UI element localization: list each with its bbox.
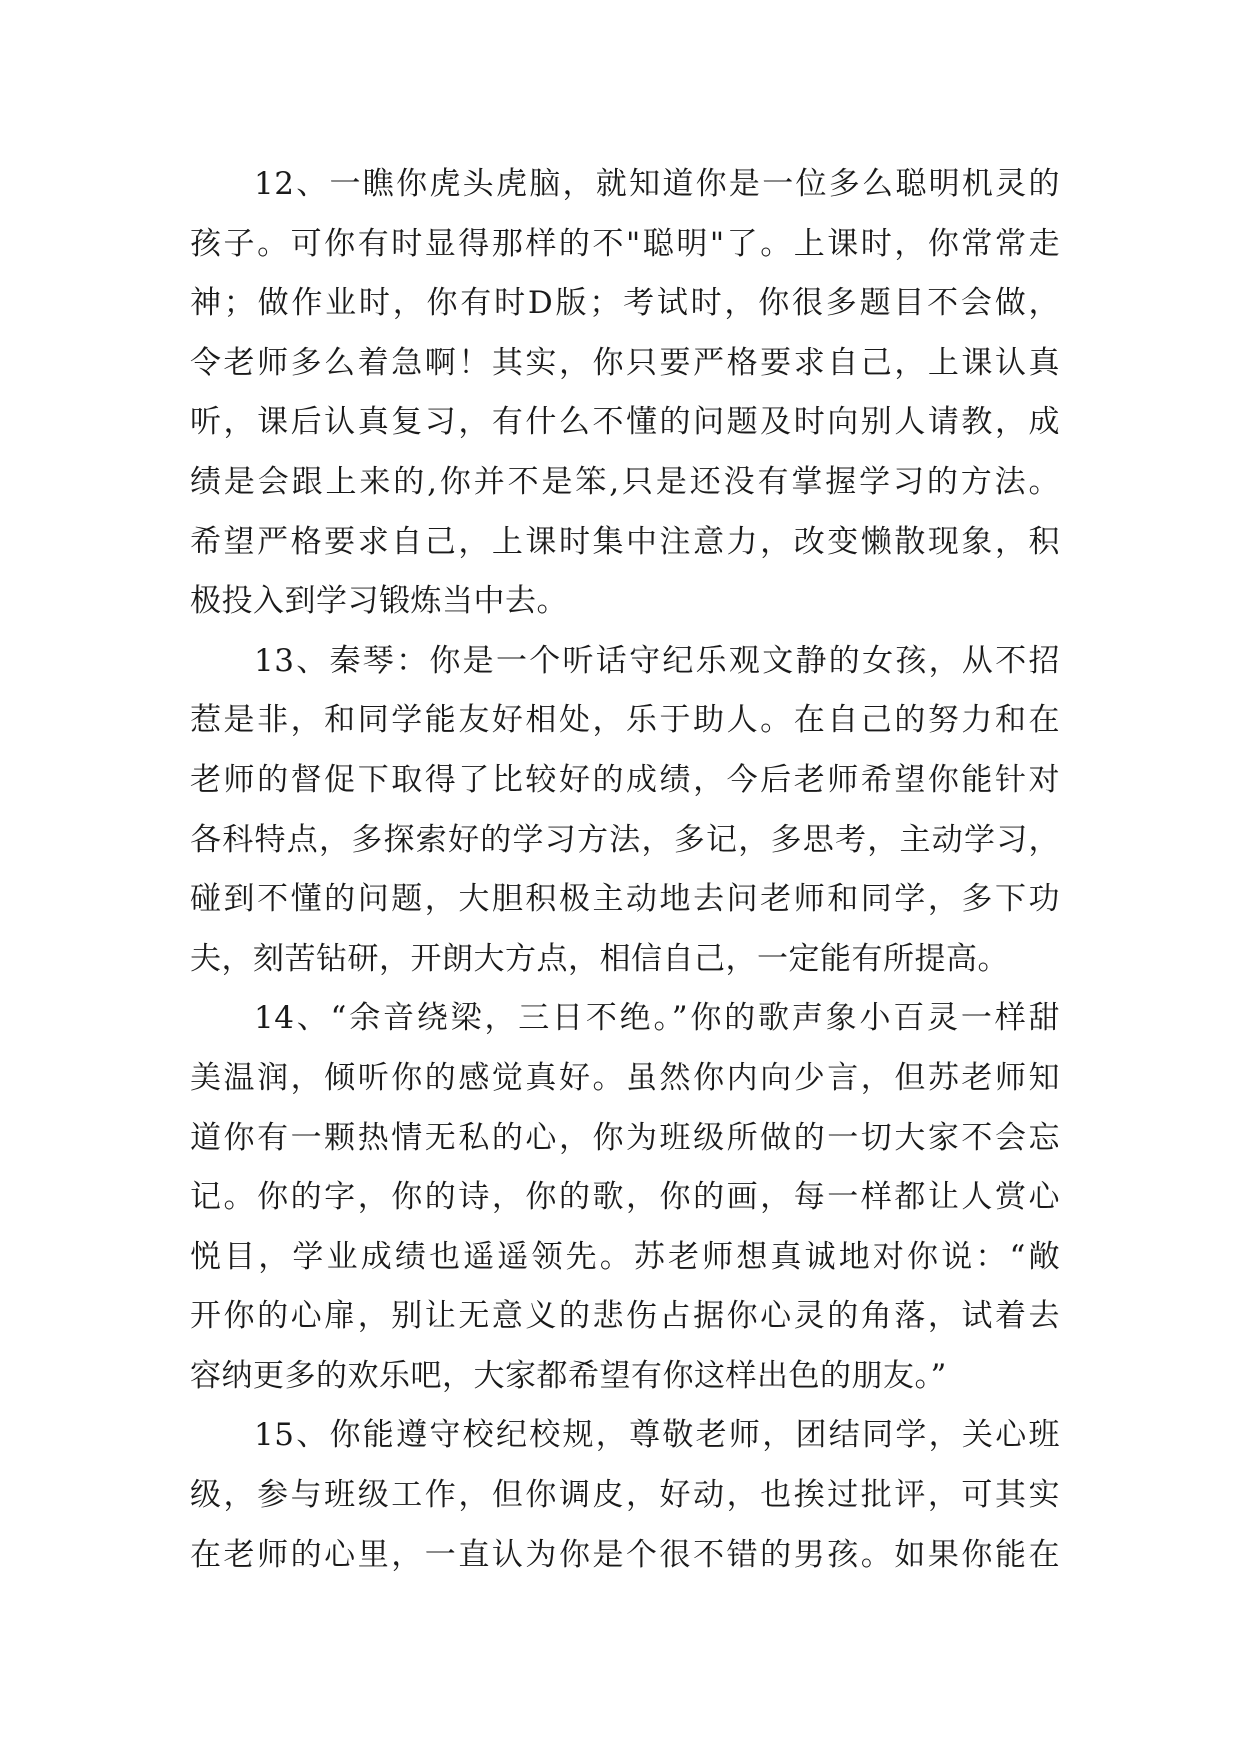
- text-line: 希望严格要求自己，上课时集中注意力，改变懒散现象，积: [190, 523, 1060, 560]
- paragraph-12: [190, 155, 1060, 632]
- text-line: 绩是会跟上来的,你并不是笨,只是还没有掌握学习的方法。: [190, 463, 1060, 500]
- text-line: 神；做作业时，你有时D版；考试时，你很多题目不会做，: [190, 285, 1060, 322]
- paragraph-13: [190, 632, 1060, 990]
- text-line: 记。你的字，你的诗，你的歌，你的画，每一样都让人赏心: [190, 1179, 1060, 1216]
- text-line: 美温润，倾听你的感觉真好。虽然你内向少言，但苏老师知: [190, 1059, 1060, 1096]
- text-line: 级，参与班级工作，但你调皮，好动，也挨过批评，可其实: [190, 1477, 1060, 1514]
- paragraph-15: [190, 1406, 1060, 1585]
- text-line: 14、“余音绕梁，三日不绝。”你的歌声象小百灵一样甜: [254, 1000, 1060, 1037]
- text-line: 老师的督促下取得了比较好的成绩，今后老师希望你能针对: [190, 761, 1060, 798]
- text-line: 令老师多么着急啊！其实，你只要严格要求自己，上课认真: [190, 344, 1060, 381]
- text-line: 12、一瞧你虎头虎脑，就知道你是一位多么聪明机灵的: [254, 166, 1060, 202]
- text-line: 道你有一颗热情无私的心，你为班级所做的一切大家不会忘: [190, 1119, 1060, 1156]
- text-line: 各科特点，多探索好的学习方法，多记，多思考，主动学习，: [190, 821, 1060, 858]
- text-line: 13、秦琴：你是一个听话守纪乐观文静的女孩，从不招: [254, 642, 1060, 679]
- text-line: 开你的心扉，别让无意义的悲伤占据你心灵的角落，试着去: [190, 1298, 1060, 1335]
- text-line: 在老师的心里，一直认为你是个很不错的男孩。如果你能在: [190, 1536, 1060, 1573]
- text-line: 15、你能遵守校纪校规，尊敬老师，团结同学，关心班: [254, 1417, 1060, 1454]
- text-line: 夫，刻苦钻研，开朗大方点，相信自己，一定能有所提高。: [190, 940, 1009, 977]
- paragraph-14: [190, 989, 1060, 1406]
- text-line: 极投入到学习锻炼当中去。: [190, 583, 568, 620]
- body-text: [190, 155, 1060, 1585]
- text-line: 悦目，学业成绩也遥遥领先。苏老师想真诚地对你说：“敞: [190, 1238, 1060, 1275]
- text-line: 碰到不懂的问题，大胆积极主动地去问老师和同学，多下功: [190, 881, 1060, 918]
- text-line: 容纳更多的欢乐吧，大家都希望有你这样出色的朋友。”: [190, 1357, 947, 1394]
- text-line: 孩子。可你有时显得那样的不"聪明"了。上课时，你常常走: [190, 225, 1060, 262]
- text-line: 惹是非，和同学能友好相处，乐于助人。在自己的努力和在: [190, 702, 1060, 739]
- text-line: 听，课后认真复习，有什么不懂的问题及时向别人请教，成: [190, 404, 1060, 441]
